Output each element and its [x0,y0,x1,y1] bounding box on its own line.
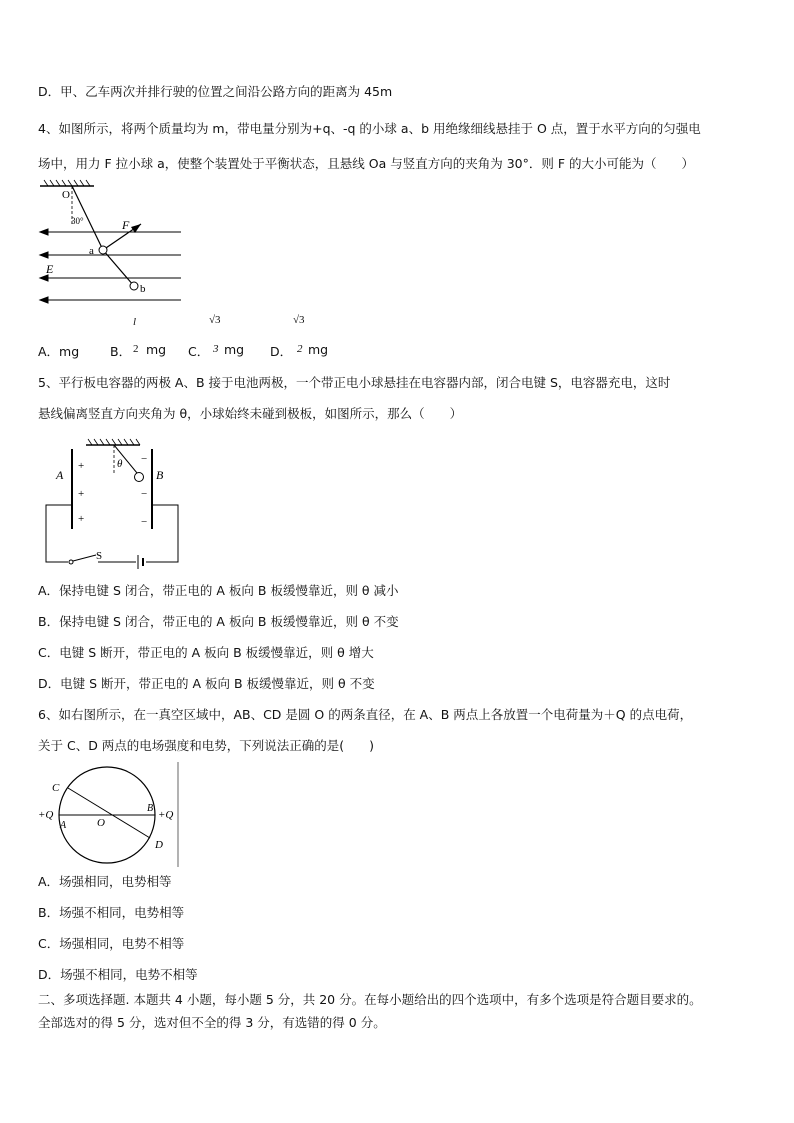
q5-switch [73,555,96,561]
q5-stem-line2: 悬线偏离竖直方向夹角为 θ，小球始终未碰到极板，如图所示，那么（ ） [38,406,463,421]
section2-heading-line1: 二、多项选择题. 本题共 4 小题，每小题 5 分，共 20 分。在每小题给出的四个选项中，有多个选项是符合题目要求的。 [38,992,702,1007]
q5-minus-1: − [141,453,148,465]
q4-label-angle: 30° [71,216,84,226]
q5-figure [40,437,190,567]
q5-plus-3: + [78,513,85,525]
q4-option-b-denominator: 2 [133,343,139,355]
q4-label-f: F [122,218,130,232]
q4-label-e: E [46,262,54,276]
q6-option-b: B．场强不相同，电势相等 [38,905,185,920]
q4-ball-a [99,246,107,254]
q5-label-s: S [96,550,103,562]
q4-option-b-tail: mg [146,342,167,357]
q4-figure [38,180,198,310]
q4-label-a: a [89,245,94,257]
q5-plus-2: + [78,488,85,500]
q4-option-c-prefix: C． [188,344,210,359]
q4-stem-line1: 4、如图所示，将两个质量均为 m，带电量分别为+q、-q 的小球 a、b 用绝缘细线悬挂于 O 点，置于水平方向的匀强电 [38,121,701,136]
q6-option-d: D．场强不相同，电势不相等 [38,967,198,982]
q4-options [38,342,358,362]
q5-wire-left [46,505,72,562]
q5-wire-right [146,505,178,562]
q6-label-d: D [155,839,163,851]
q5-plus-1: + [78,460,85,472]
q4-option-c-numerator: √3 [209,314,221,326]
q5-label-a: A [56,468,64,482]
q6-label-b: B [147,803,154,814]
q4-ball-b [130,282,138,290]
q6-option-a: A．场强相同，电势相等 [38,874,172,889]
q3-option-d: D．甲、乙车两次并排行驶的位置之间沿公路方向的距离为 45m [38,84,393,99]
q5-label-b: B [156,468,164,482]
q5-minus-3: − [141,516,148,528]
q6-label-o: O [97,817,105,829]
q5-minus-2: − [141,488,148,500]
q4-option-a: A．mg [38,344,80,359]
section2-heading-line2: 全部选对的得 5 分，选对但不全的得 3 分，有选错的得 0 分。 [38,1015,386,1030]
q4-stem-line2: 场中，用力 F 拉小球 a，使整个装置处于平衡状态，且悬线 Oa 与竖直方向的夹角为 30°．则 F 的大小可能为（ ） [38,156,694,171]
q4-option-b-prefix: B． [110,344,132,359]
q4-field-lines [40,229,181,303]
q4-option-d-prefix: D． [270,344,293,359]
q5-option-c: C．电键 S 断开，带正电的 A 板向 B 板缓慢靠近，则 θ 增大 [38,645,374,660]
q4-label-o: O [62,189,70,201]
q6-diameter-cd [68,788,150,838]
q5-label-theta: θ [117,458,123,470]
q6-option-c: C．场强相同，电势不相等 [38,936,185,951]
q6-figure [38,762,188,872]
q6-label-c: C [52,782,60,794]
q4-option-c-denominator: 3 [213,343,219,355]
q5-option-b: B．保持电键 S 闭合，带正电的 A 板向 B 板缓慢靠近，则 θ 不变 [38,614,399,629]
q4-option-d-denominator: 2 [297,343,303,355]
q5-ball [135,473,144,482]
q4-label-b: b [140,283,146,295]
q6-stem-line1: 6、如右图所示，在一真空区域中，AB、CD 是圆 O 的两条直径，在 A、B 两点上各放置一个电荷量为＋Q 的点电荷， [38,707,693,722]
q5-option-a: A．保持电键 S 闭合，带正电的 A 板向 B 板缓慢靠近，则 θ 减小 [38,583,399,598]
q6-label-a: A [60,820,67,831]
q4-option-b-numerator: l [133,316,137,328]
q5-option-d: D．电键 S 断开，带正电的 A 板向 B 板缓慢靠近，则 θ 不变 [38,676,375,691]
q6-charge-right: +Q [158,809,174,821]
q6-charge-left: +Q [38,809,54,821]
q4-option-d-tail: mg [308,342,329,357]
q4-option-d-numerator: √3 [293,314,305,326]
q6-stem-line2: 关于 C、D 两点的电场强度和电势，下列说法正确的是( ) [38,738,375,753]
q4-option-c-tail: mg [224,342,245,357]
q5-stem-line1: 5、平行板电容器的两极 A、B 接于电池两极，一个带正电小球悬挂在电容器内部，闭合电键 S，电容器充电，这时 [38,375,671,390]
